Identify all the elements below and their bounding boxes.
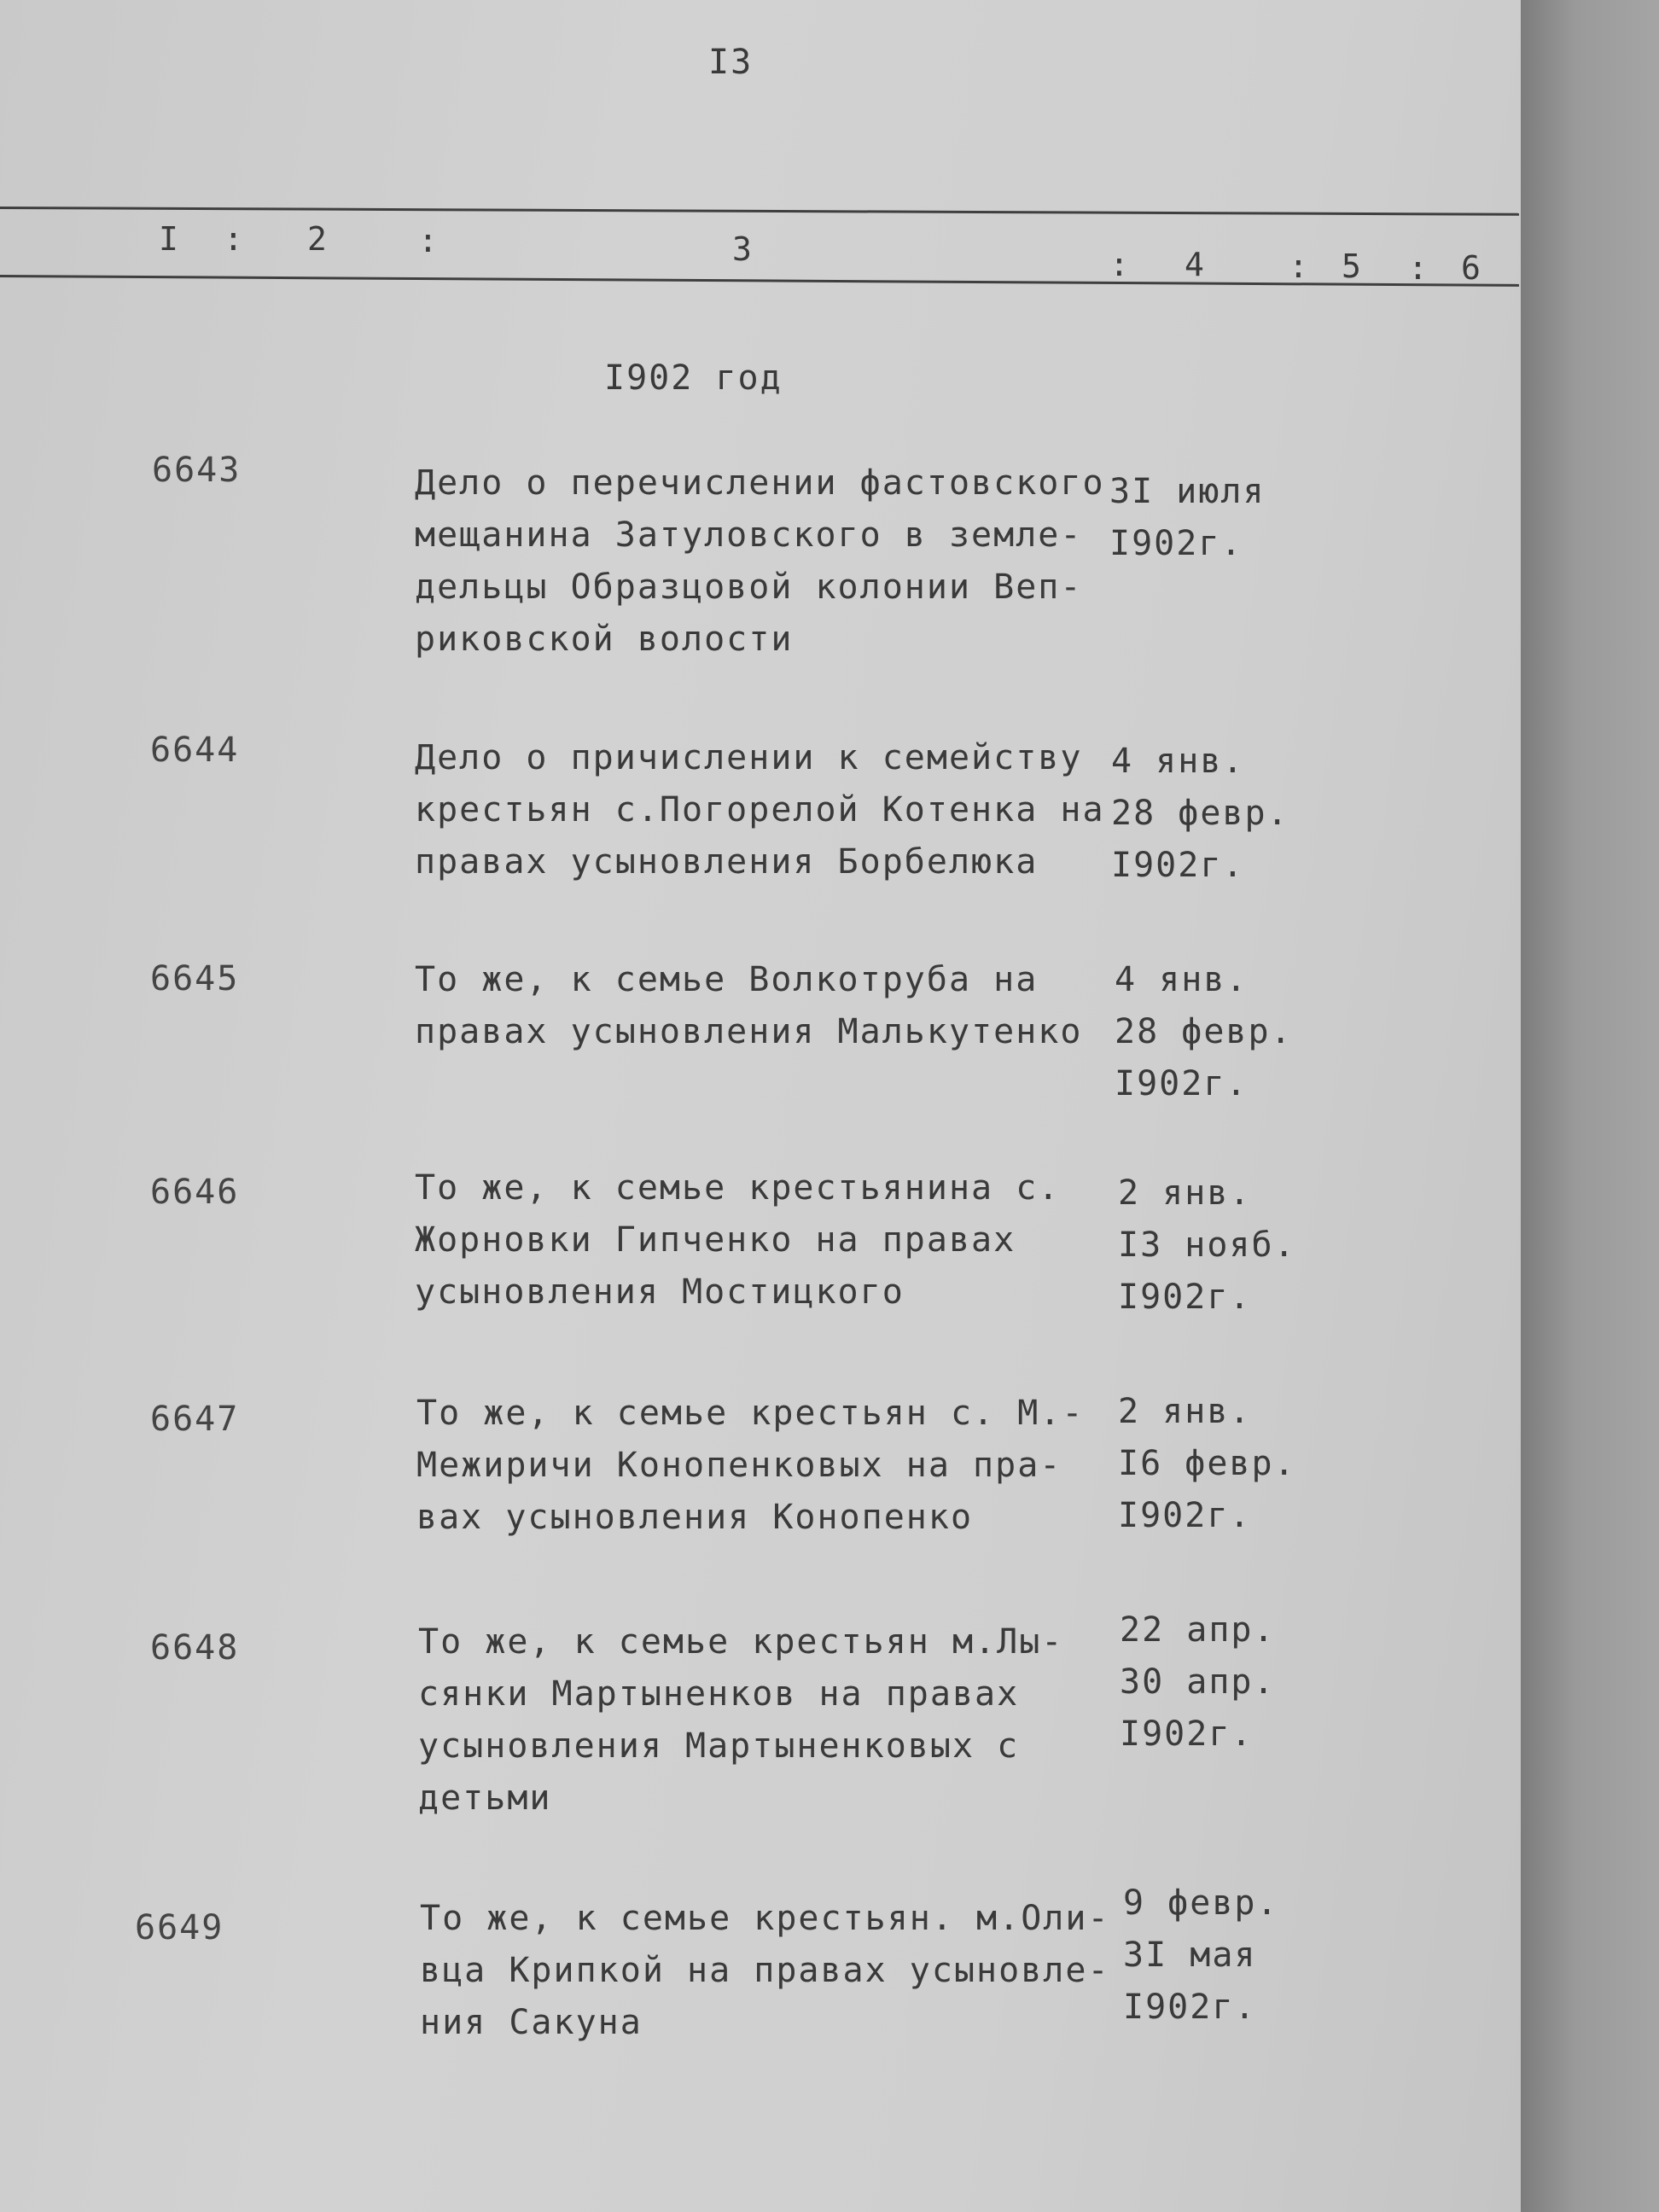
entry-description (418, 1616, 1063, 1825)
entry-date-line: I902г. (1120, 1714, 1254, 1754)
entry-description (415, 954, 1082, 1058)
entry-number: 6646 (150, 1173, 240, 1212)
entry-description (416, 1388, 1084, 1544)
entry-number: 6648 (150, 1628, 240, 1668)
entry-line: То же, к семье крестьянина с. (415, 1168, 1061, 1208)
entry-date-line: 28 февр. (1111, 794, 1289, 833)
entry-line: крестьян с.Погорелой Котенка на (415, 790, 1105, 830)
entry-line: вца Крипкой на правах усыновле- (420, 1951, 1110, 1990)
entry-date-line: 22 апр. (1120, 1610, 1276, 1650)
entry-dates (1111, 736, 1289, 892)
entry-line: Межиричи Конопенковых на пра- (416, 1446, 1062, 1485)
entry-line: усыновления Мостицкого (415, 1272, 905, 1312)
column-header-1: I (159, 220, 180, 258)
column-header-3: 3 (732, 230, 754, 268)
entry-line: правах усыновления Малькутенко (415, 1012, 1083, 1051)
entry-description (415, 1162, 1060, 1318)
entry-line: То же, к семье крестьян м.Лы- (418, 1622, 1064, 1662)
entry-date-line: 4 янв. (1111, 742, 1245, 781)
entry-date-line: 30 апр. (1120, 1662, 1276, 1702)
entry-date-line: 28 февр. (1115, 1012, 1293, 1051)
entry-date-line: 2 янв. (1118, 1173, 1252, 1213)
year-heading: I902 год (604, 358, 783, 398)
header-rule-top (0, 207, 1519, 216)
entry-date-line: I902г. (1118, 1278, 1252, 1317)
entry-dates (1118, 1386, 1296, 1542)
entry-date-line: I902г. (1109, 524, 1243, 563)
entry-line: То же, к семье крестьян с. М.- (416, 1394, 1085, 1433)
entry-dates (1123, 1877, 1279, 2034)
entry-line: То же, к семье Волкотруба на (415, 960, 1039, 999)
column-separator: : (1109, 246, 1131, 283)
entry-number: 6649 (135, 1908, 224, 1947)
page-number: I3 (708, 43, 754, 82)
entry-number: 6643 (152, 451, 242, 490)
background-beyond-page (1521, 0, 1659, 2212)
entry-dates (1118, 1167, 1296, 1324)
entry-dates (1109, 466, 1266, 570)
entry-line: Дело о перечислении фастовского (415, 463, 1105, 503)
entry-date-line: 4 янв. (1115, 960, 1249, 999)
entry-description (420, 1893, 1110, 2049)
column-header-4: 4 (1185, 246, 1206, 283)
entry-date-line: 3I июля (1109, 472, 1266, 511)
entry-description (415, 457, 1105, 666)
column-header-2: 2 (307, 220, 329, 258)
entry-line: вах усыновления Конопенко (416, 1498, 974, 1537)
entry-line: усыновления Мартыненковых с (418, 1726, 1020, 1766)
entry-line: То же, к семье крестьян. м.Оли- (420, 1899, 1110, 1938)
entry-dates (1120, 1604, 1276, 1761)
entry-line: детьми (418, 1778, 552, 1818)
entry-line: Жорновки Гипченко на правах (415, 1220, 1016, 1260)
entry-date-line: 9 февр. (1123, 1883, 1279, 1923)
entry-date-line: I902г. (1118, 1496, 1252, 1535)
column-header-6: 6 (1461, 249, 1482, 287)
entry-line: риковской волости (415, 620, 794, 659)
entry-line: правах усыновления Борбелюка (415, 842, 1039, 882)
entry-number: 6647 (150, 1400, 240, 1439)
column-separator: : (1289, 247, 1310, 285)
entry-date-line: I3 нояб. (1118, 1225, 1296, 1265)
entry-line: мещанина Затуловского в земле- (415, 515, 1083, 555)
entry-line: ния Сакуна (420, 2003, 643, 2042)
entry-date-line: I6 февр. (1118, 1444, 1296, 1483)
entry-date-line: I902г. (1111, 846, 1245, 885)
entry-line: дельцы Образцовой колонии Веп- (415, 568, 1083, 607)
column-separator: : (224, 220, 245, 258)
column-header-5: 5 (1342, 247, 1363, 285)
entry-number: 6644 (150, 731, 240, 770)
column-separator: : (418, 222, 439, 259)
column-separator: : (1408, 249, 1429, 287)
entry-dates (1115, 954, 1293, 1110)
entry-number: 6645 (150, 959, 240, 998)
entry-description (415, 732, 1105, 888)
entry-line: сянки Мартыненков на правах (418, 1674, 1020, 1714)
entry-date-line: 3I мая (1123, 1936, 1257, 1975)
entry-date-line: I902г. (1123, 1988, 1257, 2027)
entry-date-line: 2 янв. (1118, 1392, 1252, 1431)
entry-date-line: I902г. (1115, 1064, 1249, 1103)
entry-line: Дело о причислении к семейству (415, 738, 1083, 777)
